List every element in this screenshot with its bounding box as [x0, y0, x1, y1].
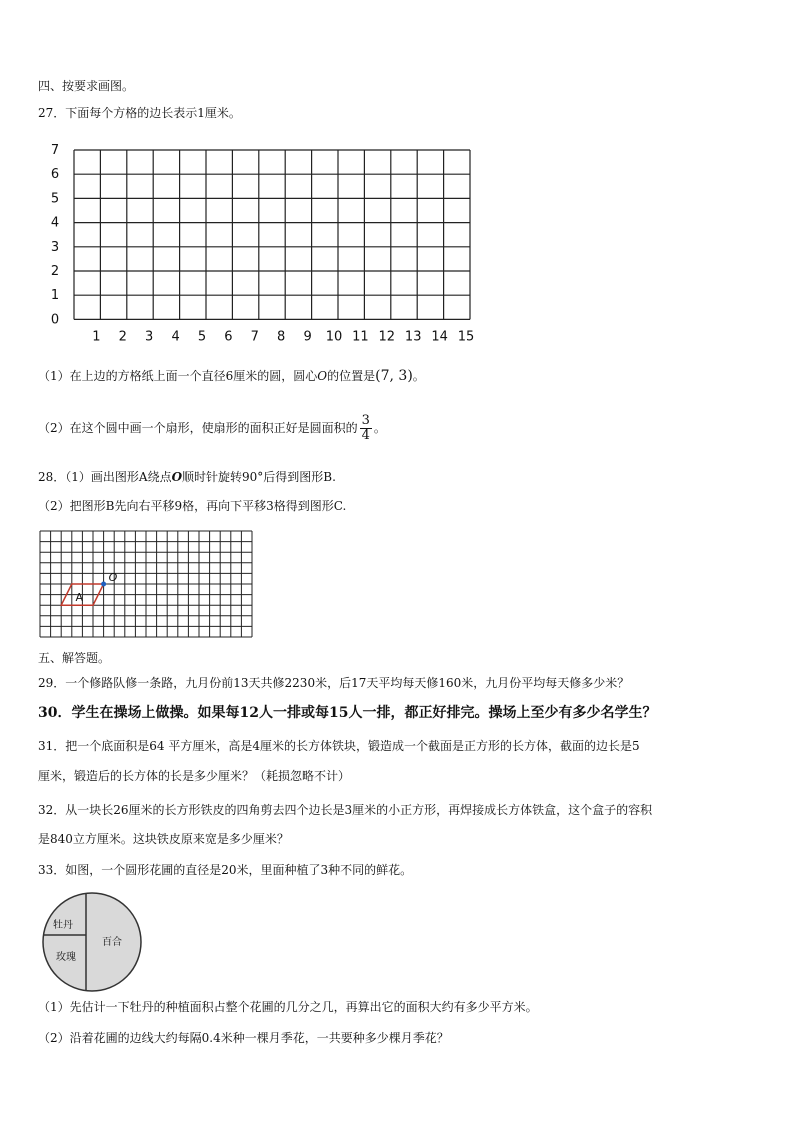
label-rose: 玫瑰	[56, 952, 76, 963]
x-tick-label: 4	[171, 329, 180, 345]
q27-part1-text: （1）在上边的方格纸上面一个直径6厘米的圆，圆心	[38, 369, 318, 383]
x-tick-label: 15	[457, 329, 475, 345]
section-4-title: 四、按要求画图。	[38, 79, 135, 93]
label-lily: 百合	[102, 937, 122, 948]
q33-stem: 33．如图，一个圆形花圃的直径是20米，里面种植了3种不同的鲜花。	[38, 863, 413, 877]
y-tick-label: 1	[50, 288, 60, 304]
point-o-label: O	[108, 571, 118, 584]
q28-part1-var: O	[171, 470, 183, 484]
q29: 29．一个修路队修一条路，九月份前13天共修2230米，后17天平均每天修160米，九月份平均每天修多少米？	[38, 676, 630, 690]
fraction-numerator: 3	[361, 413, 370, 428]
y-tick-label: 0	[50, 312, 60, 328]
y-tick-label: 2	[50, 264, 60, 279]
x-tick-label: 2	[118, 329, 127, 345]
figure-a-label: A	[75, 590, 83, 604]
q28-part1-b: 顺时针旋转90°后得到图形B.	[182, 470, 336, 484]
flower-bed-circle	[43, 893, 141, 991]
x-tick-label: 7	[250, 329, 259, 345]
x-tick-label: 14	[431, 329, 448, 345]
q33-part2: （2）沿着花圃的边线大约每隔0.4米种一棵月季花，一共要种多少棵月季花？	[38, 1031, 449, 1045]
x-tick-label: 6	[224, 329, 233, 345]
q33-part1: （1）先估计一下牡丹的种植面积占整个花圃的几分之几，再算出它的面积大约有多少平方米。	[38, 1000, 538, 1014]
x-tick-label: 12	[378, 329, 396, 345]
section-5-title: 五、解答题。	[38, 651, 111, 665]
q28-part1-a: 28．（1）画出图形A绕点	[38, 470, 172, 484]
q27-part1-var: O	[317, 369, 328, 383]
y-tick-label: 6	[50, 167, 60, 183]
q27-part1-mid: 的位置是	[327, 369, 376, 383]
x-tick-label: 5	[197, 329, 207, 345]
x-tick-label: 9	[303, 329, 312, 345]
q31-line1: 31．把一个底面积是64 平方厘米，高是4厘米的长方体铁块，锻造成一个截面是正方形的长方体，截面的边长是5	[38, 739, 640, 753]
y-tick-label: 3	[50, 239, 60, 255]
y-tick-label: 7	[50, 143, 60, 158]
x-tick-label: 10	[325, 329, 343, 345]
q28-part2: （2）把图形B先向右平移9格，再向下平移3格得到图形C.	[38, 499, 347, 513]
label-peony: 牡丹	[53, 920, 73, 931]
y-tick-label: 4	[50, 215, 60, 231]
q31-line2: 厘米，锻造后的长方体的长是多少厘米？（耗损忽略不计）	[38, 769, 351, 783]
q27-part2-text: （2）在这个圆中画一个扇形，使扇形的面积正好是圆面积的	[38, 421, 358, 435]
q27-part1-end: 。	[412, 369, 425, 383]
x-tick-label: 1	[92, 329, 101, 345]
q32-line1: 32．从一块长26厘米的长方形铁皮的四角剪去四个边长是3厘米的小正方形，再焊接成长方体铁盒，这个盒子的容积	[38, 803, 653, 817]
x-tick-label: 8	[277, 329, 286, 345]
x-tick-label: 13	[404, 329, 422, 345]
q32-line2: 是840立方厘米。这块铁皮原来宽是多少厘米？	[38, 832, 289, 846]
q27-part1-coord: (7, 3)	[375, 368, 413, 384]
x-tick-label: 3	[145, 329, 154, 345]
x-tick-label: 11	[352, 329, 369, 345]
fraction-denominator: 4	[361, 428, 370, 443]
q27-stem: 27．下面每个方格的边长表示1厘米。	[38, 106, 241, 120]
q30: 30．学生在操场上做操。如果每12人一排或每15人一排，都正好排完。操场上至少有多少名学生？	[38, 705, 657, 721]
y-tick-label: 5	[50, 191, 60, 207]
q27-part2-end: 。	[373, 421, 386, 435]
